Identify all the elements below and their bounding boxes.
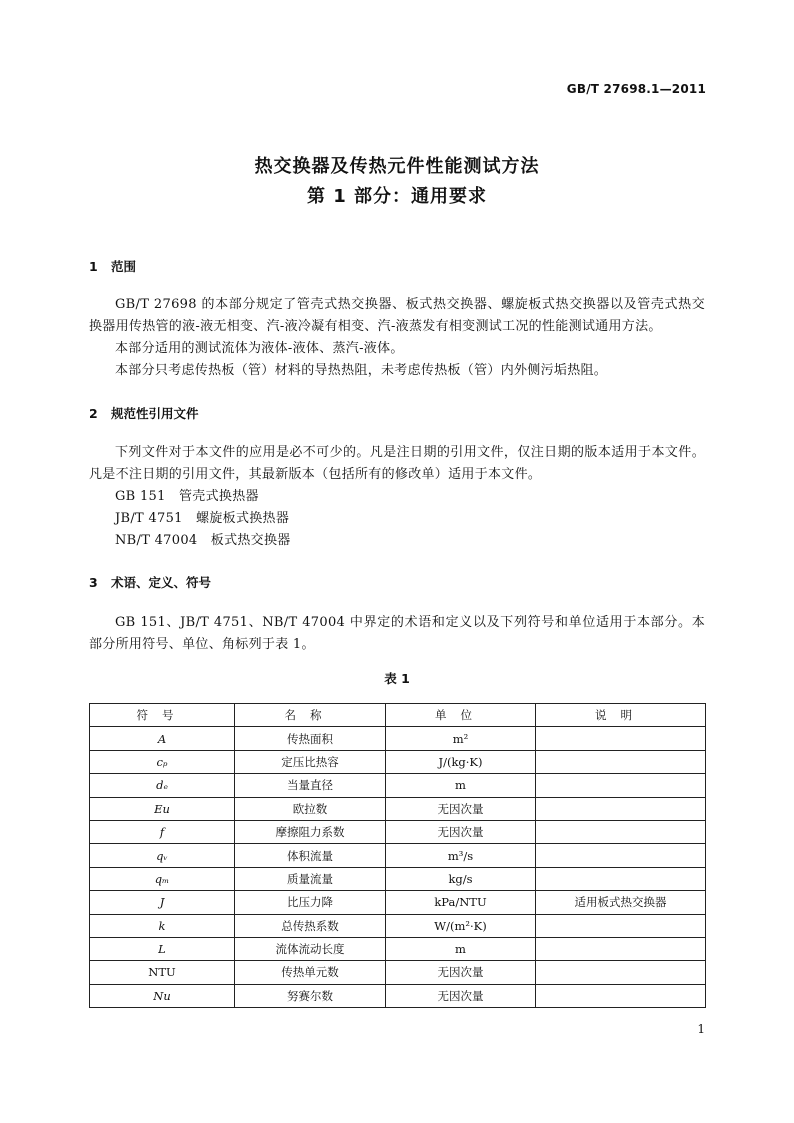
reference-name: 管壳式换热器 (179, 489, 259, 504)
cell-symbol: dₑ (90, 774, 235, 797)
reference-item (115, 486, 259, 508)
section-2-intro: 下列文件对于本文件的应用是必不可少的。凡是注日期的引用文件，仅注日期的版本适用于本文件。凡是不注日期的引用文件，其最新版本（包括所有的修改单）适用于本文件。 (89, 445, 705, 482)
cell-note (536, 820, 706, 843)
cell-note (536, 961, 706, 984)
document-title: 热交换器及传热元件性能测试方法 (254, 156, 540, 177)
cell-note (536, 984, 706, 1007)
cell-unit: m² (386, 727, 536, 750)
table-row (90, 914, 706, 937)
cell-note (536, 797, 706, 820)
reference-code: NB/T 47004 (115, 533, 198, 548)
table-row (90, 750, 706, 773)
cell-symbol: J (90, 891, 235, 914)
column-header-unit: 单位 (386, 704, 536, 727)
reference-name: 螺旋板式换热器 (196, 511, 290, 526)
cell-symbol: L (90, 937, 235, 960)
cell-note (536, 727, 706, 750)
cell-name: 传热单元数 (235, 961, 386, 984)
cell-unit: kg/s (386, 867, 536, 890)
cell-unit: 无因次量 (386, 820, 536, 843)
cell-note (536, 914, 706, 937)
cell-unit: 无因次量 (386, 797, 536, 820)
cell-note (536, 937, 706, 960)
document-subtitle: 第 1 部分：通用要求 (306, 186, 488, 207)
cell-name: 流体流动长度 (235, 937, 386, 960)
cell-symbol: Eu (90, 797, 235, 820)
cell-symbol: k (90, 914, 235, 937)
section-1-heading (89, 257, 136, 275)
cell-symbol: A (90, 727, 235, 750)
cell-note (536, 867, 706, 890)
section-title: 规范性引用文件 (111, 406, 199, 421)
cell-unit: m (386, 774, 536, 797)
cell-symbol: Nu (90, 984, 235, 1007)
symbols-table (89, 703, 706, 1008)
cell-name: 欧拉数 (235, 797, 386, 820)
section-title: 范围 (111, 259, 137, 274)
cell-symbol: NTU (90, 961, 235, 984)
cell-name: 定压比热容 (235, 750, 386, 773)
table-row (90, 984, 706, 1007)
cell-name: 摩擦阻力系数 (235, 820, 386, 843)
section-3-paragraph: GB 151、JB/T 4751、NB/T 47004 中界定的术语和定义以及下列符号和单位适用于本部分。本部分所用符号、单位、角标列于表 1。 (89, 615, 705, 652)
page-number: 1 (697, 1022, 705, 1036)
cell-name: 当量直径 (235, 774, 386, 797)
table-header-row (90, 704, 706, 727)
cell-unit: 无因次量 (386, 961, 536, 984)
table-row (90, 844, 706, 867)
cell-unit: kPa/NTU (386, 891, 536, 914)
section-1-paragraph-1: GB/T 27698 的本部分规定了管壳式热交换器、板式热交换器、螺旋板式热交换器以及管壳式热交换器用传热管的液-液无相变、汽-液冷凝有相变、汽-液蒸发有相变测试工况的性能测试通用方法。 (89, 297, 705, 334)
section-number: 2 (89, 406, 98, 421)
reference-item (115, 508, 289, 530)
table-row (90, 867, 706, 890)
cell-symbol: f (90, 820, 235, 843)
section-2-heading (89, 404, 199, 422)
table-row (90, 797, 706, 820)
table-row (90, 961, 706, 984)
cell-name: 努赛尔数 (235, 984, 386, 1007)
cell-note (536, 750, 706, 773)
section-title: 术语、定义、符号 (111, 575, 212, 590)
cell-symbol: cₚ (90, 750, 235, 773)
section-1-paragraph-2: 本部分适用的测试流体为液体-液体、蒸汽-液体。 (115, 341, 404, 356)
table-caption: 表 1 (384, 671, 410, 686)
section-number: 1 (89, 259, 98, 274)
column-header-name: 名称 (235, 704, 386, 727)
reference-name: 板式热交换器 (210, 533, 291, 548)
cell-name: 质量流量 (235, 867, 386, 890)
cell-unit: m (386, 937, 536, 960)
reference-code: GB 151 (115, 489, 166, 504)
reference-item (115, 530, 291, 552)
table-row (90, 727, 706, 750)
table-row (90, 774, 706, 797)
section-number: 3 (89, 575, 98, 590)
cell-unit: m³/s (386, 844, 536, 867)
cell-symbol: qₘ (90, 867, 235, 890)
section-3-heading (89, 573, 211, 591)
reference-code: JB/T 4751 (115, 511, 183, 526)
cell-unit: 无因次量 (386, 984, 536, 1007)
table-row (90, 820, 706, 843)
cell-name: 传热面积 (235, 727, 386, 750)
cell-unit: W/(m²·K) (386, 914, 536, 937)
cell-symbol: qᵥ (90, 844, 235, 867)
cell-note (536, 844, 706, 867)
cell-name: 总传热系数 (235, 914, 386, 937)
section-1-paragraph-3: 本部分只考虑传热板（管）材料的导热热阻，未考虑传热板（管）内外侧污垢热阻。 (115, 363, 608, 378)
cell-name: 体积流量 (235, 844, 386, 867)
standard-code: GB/T 27698.1—2011 (566, 82, 706, 96)
column-header-note: 说明 (536, 704, 706, 727)
cell-note: 适用板式热交换器 (536, 891, 706, 914)
column-header-symbol: 符号 (90, 704, 235, 727)
cell-note (536, 774, 706, 797)
cell-unit: J/(kg·K) (386, 750, 536, 773)
table-row (90, 891, 706, 914)
table-row (90, 937, 706, 960)
cell-name: 比压力降 (235, 891, 386, 914)
